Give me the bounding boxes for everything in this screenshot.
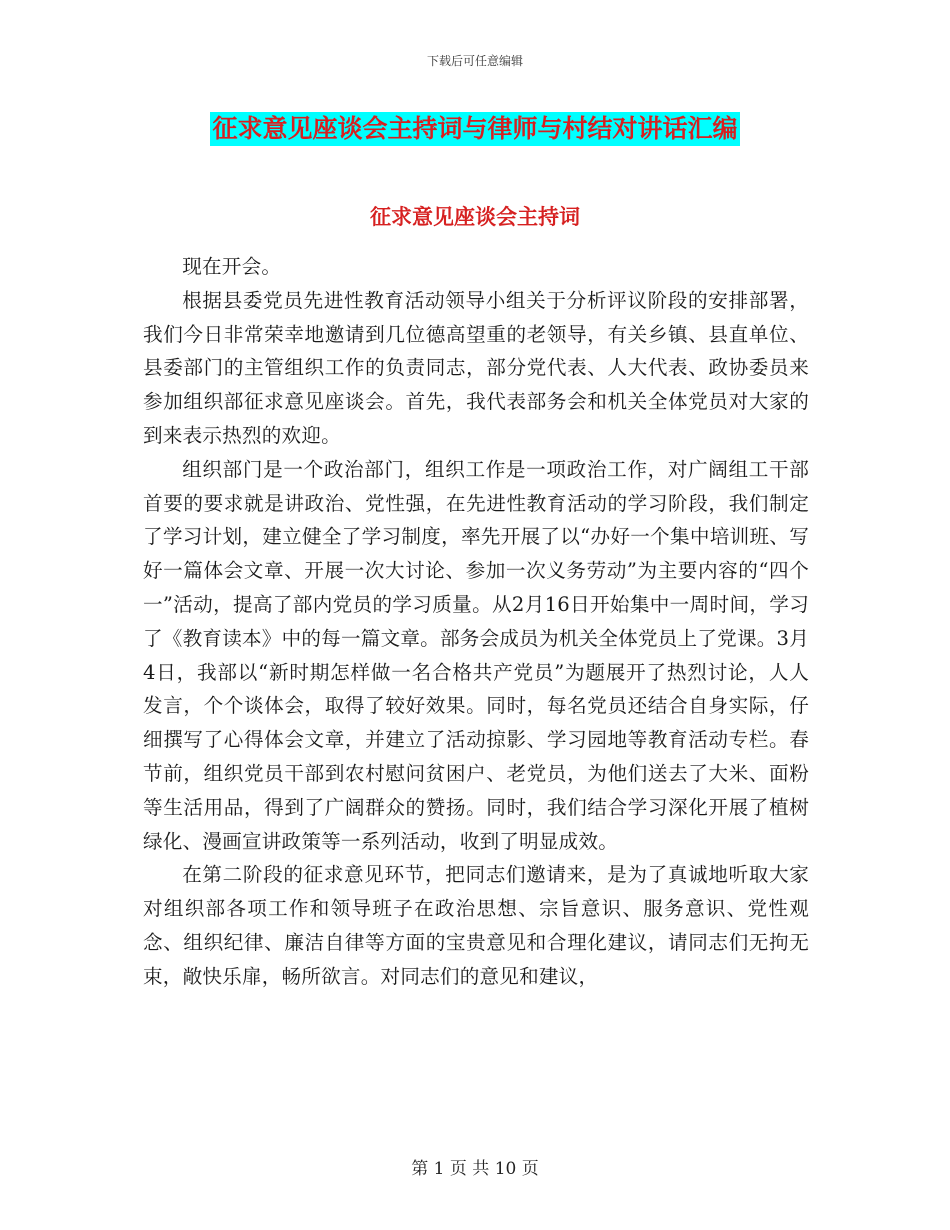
paragraph: 根据县委党员先进性教育活动领导小组关于分析评议阶段的安排部署，我们今日非常荣幸地邀请到几位德高望重的老领导，有关乡镇、县直单位、县委部门的主管组织工作的负责同志，部分党代表、人大代表、政协委员来参加组织部征求意见座谈会。首先，我代表部务会和机关全体党员对大家的到来表示热烈的欢迎。 xyxy=(143,288,809,447)
header-note: 下载后可任意编辑 xyxy=(426,54,523,68)
document-title-container xyxy=(0,112,950,146)
paragraph: 现在开会。 xyxy=(182,255,282,278)
paragraph: 在第二阶段的征求意见环节，把同志们邀请来，是为了真诚地听取大家对组织部各项工作和领导班子在政治思想、宗旨意识、服务意识、党性观念、组织纪律、廉洁自律等方面的宝贵意见和合理化建议，请同志们无拘无束，敞快乐扉，畅所欲言。对同志们的意见和建议， xyxy=(143,863,809,988)
document-body xyxy=(143,250,809,994)
paragraph: 组织部门是一个政治部门，组织工作是一项政治工作，对广阔组工干部首要的要求就是讲政治、党性强，在先进性教育活动的学习阶段，我们制定了学习计划，建立健全了学习制度，率先开展了以“办好一个集中培训班、写好一篇体会文章、开展一次大讨论、参加一次义务劳动”为主要内容的“四个一”活动，提高了部内党员的学习质量。从2月16日开始集中一周时间，学习了《教育读本》中的每一篇文章。部务会成员为机关全体党员上了党课。3月4日，我部以“新时期怎样做一名合格共产党员”为题展开了热烈讨论，人人发言，个个谈体会，取得了较好效果。同时，每名党员还结合自身实际，仔细撰写了心得体会文章，并建立了活动掠影、学习园地等教育活动专栏。春节前，组织党员干部到农村慰问贫困户、老党员，为他们送去了大米、面粉等生活用品，得到了广阔群众的赞扬。同时，我们结合学习深化开展了植树绿化、漫画宣讲政策等一系列活动，收到了明显成效。 xyxy=(143,457,809,853)
section-title: 征求意见座谈会主持词 xyxy=(370,205,580,229)
document-title: 征求意见座谈会主持词与律师与村结对讲话汇编 xyxy=(210,112,739,146)
page-number-footer: 第 1 页 共 10 页 xyxy=(411,1159,539,1179)
